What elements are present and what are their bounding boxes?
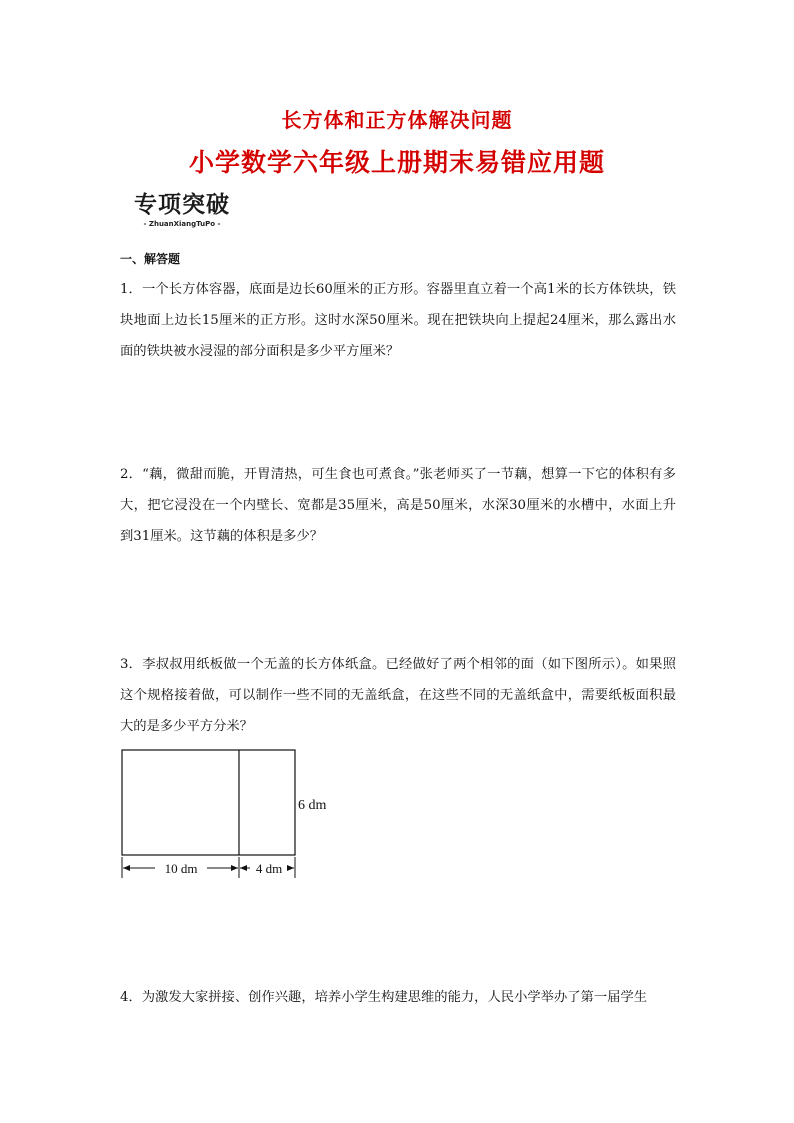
question-text: “藕，微甜而脆，开胃清热，可生食也可煮食。”张老师买了一节藕，想算一下它的体积有多大，把它浸没在一个内壁长、宽都是35厘米，高是50厘米，水深30厘米的水槽中，水面上升到31厘米。这节藕的体积是多少？ (120, 467, 676, 544)
label-width-left: 10 dm (164, 861, 198, 876)
question-number: 4． (120, 990, 142, 1005)
figure-outer-rect (122, 750, 295, 855)
logo (120, 191, 244, 233)
arrow-left-start (123, 865, 130, 871)
label-height: 6 dm (298, 798, 327, 813)
document-title: 长方体和正方体解决问题 (281, 108, 513, 132)
arrow-right-start (240, 865, 247, 871)
question-number: 1． (120, 282, 142, 297)
logo-main-text: 专项突破 (134, 192, 230, 218)
label-width-right: 4 dm (255, 861, 283, 876)
question-2 (120, 459, 676, 552)
logo-sub-text: - ZhuanXiangTuPo - (143, 220, 221, 228)
arrow-right-end (287, 865, 294, 871)
question-text: 李叔叔用纸板做一个无盖的长方体纸盒。已经做好了两个相邻的面（如下图所示）。如果照这个规格接着做，可以制作一些不同的无盖纸盒，在这些不同的无盖纸盒中，需要纸板面积最大的是多少平方分米？ (120, 657, 676, 734)
box-faces-figure (115, 745, 355, 885)
section-heading: 一、解答题 (120, 252, 181, 266)
question-4 (120, 982, 676, 1013)
arrow-left-end (231, 865, 238, 871)
question-number: 3． (120, 657, 143, 672)
document-subtitle: 小学数学六年级上册期末易错应用题 (188, 148, 605, 177)
question-text: 一个长方体容器，底面是边长60厘米的正方形。容器里直立着一个高1米的长方体铁块，铁块地面上边长15厘米的正方形。这时水深50厘米。现在把铁块向上提起24厘米，那么露出水面的铁块被水浸湿的部分面积是多少平方厘米？ (120, 282, 676, 359)
question-number: 2． (120, 467, 143, 482)
question-1 (120, 274, 676, 367)
question-text: 为激发大家拼接、创作兴趣，培养小学生构建思维的能力，人民小学举办了第一届学生 (141, 990, 648, 1005)
question-3 (120, 649, 676, 742)
